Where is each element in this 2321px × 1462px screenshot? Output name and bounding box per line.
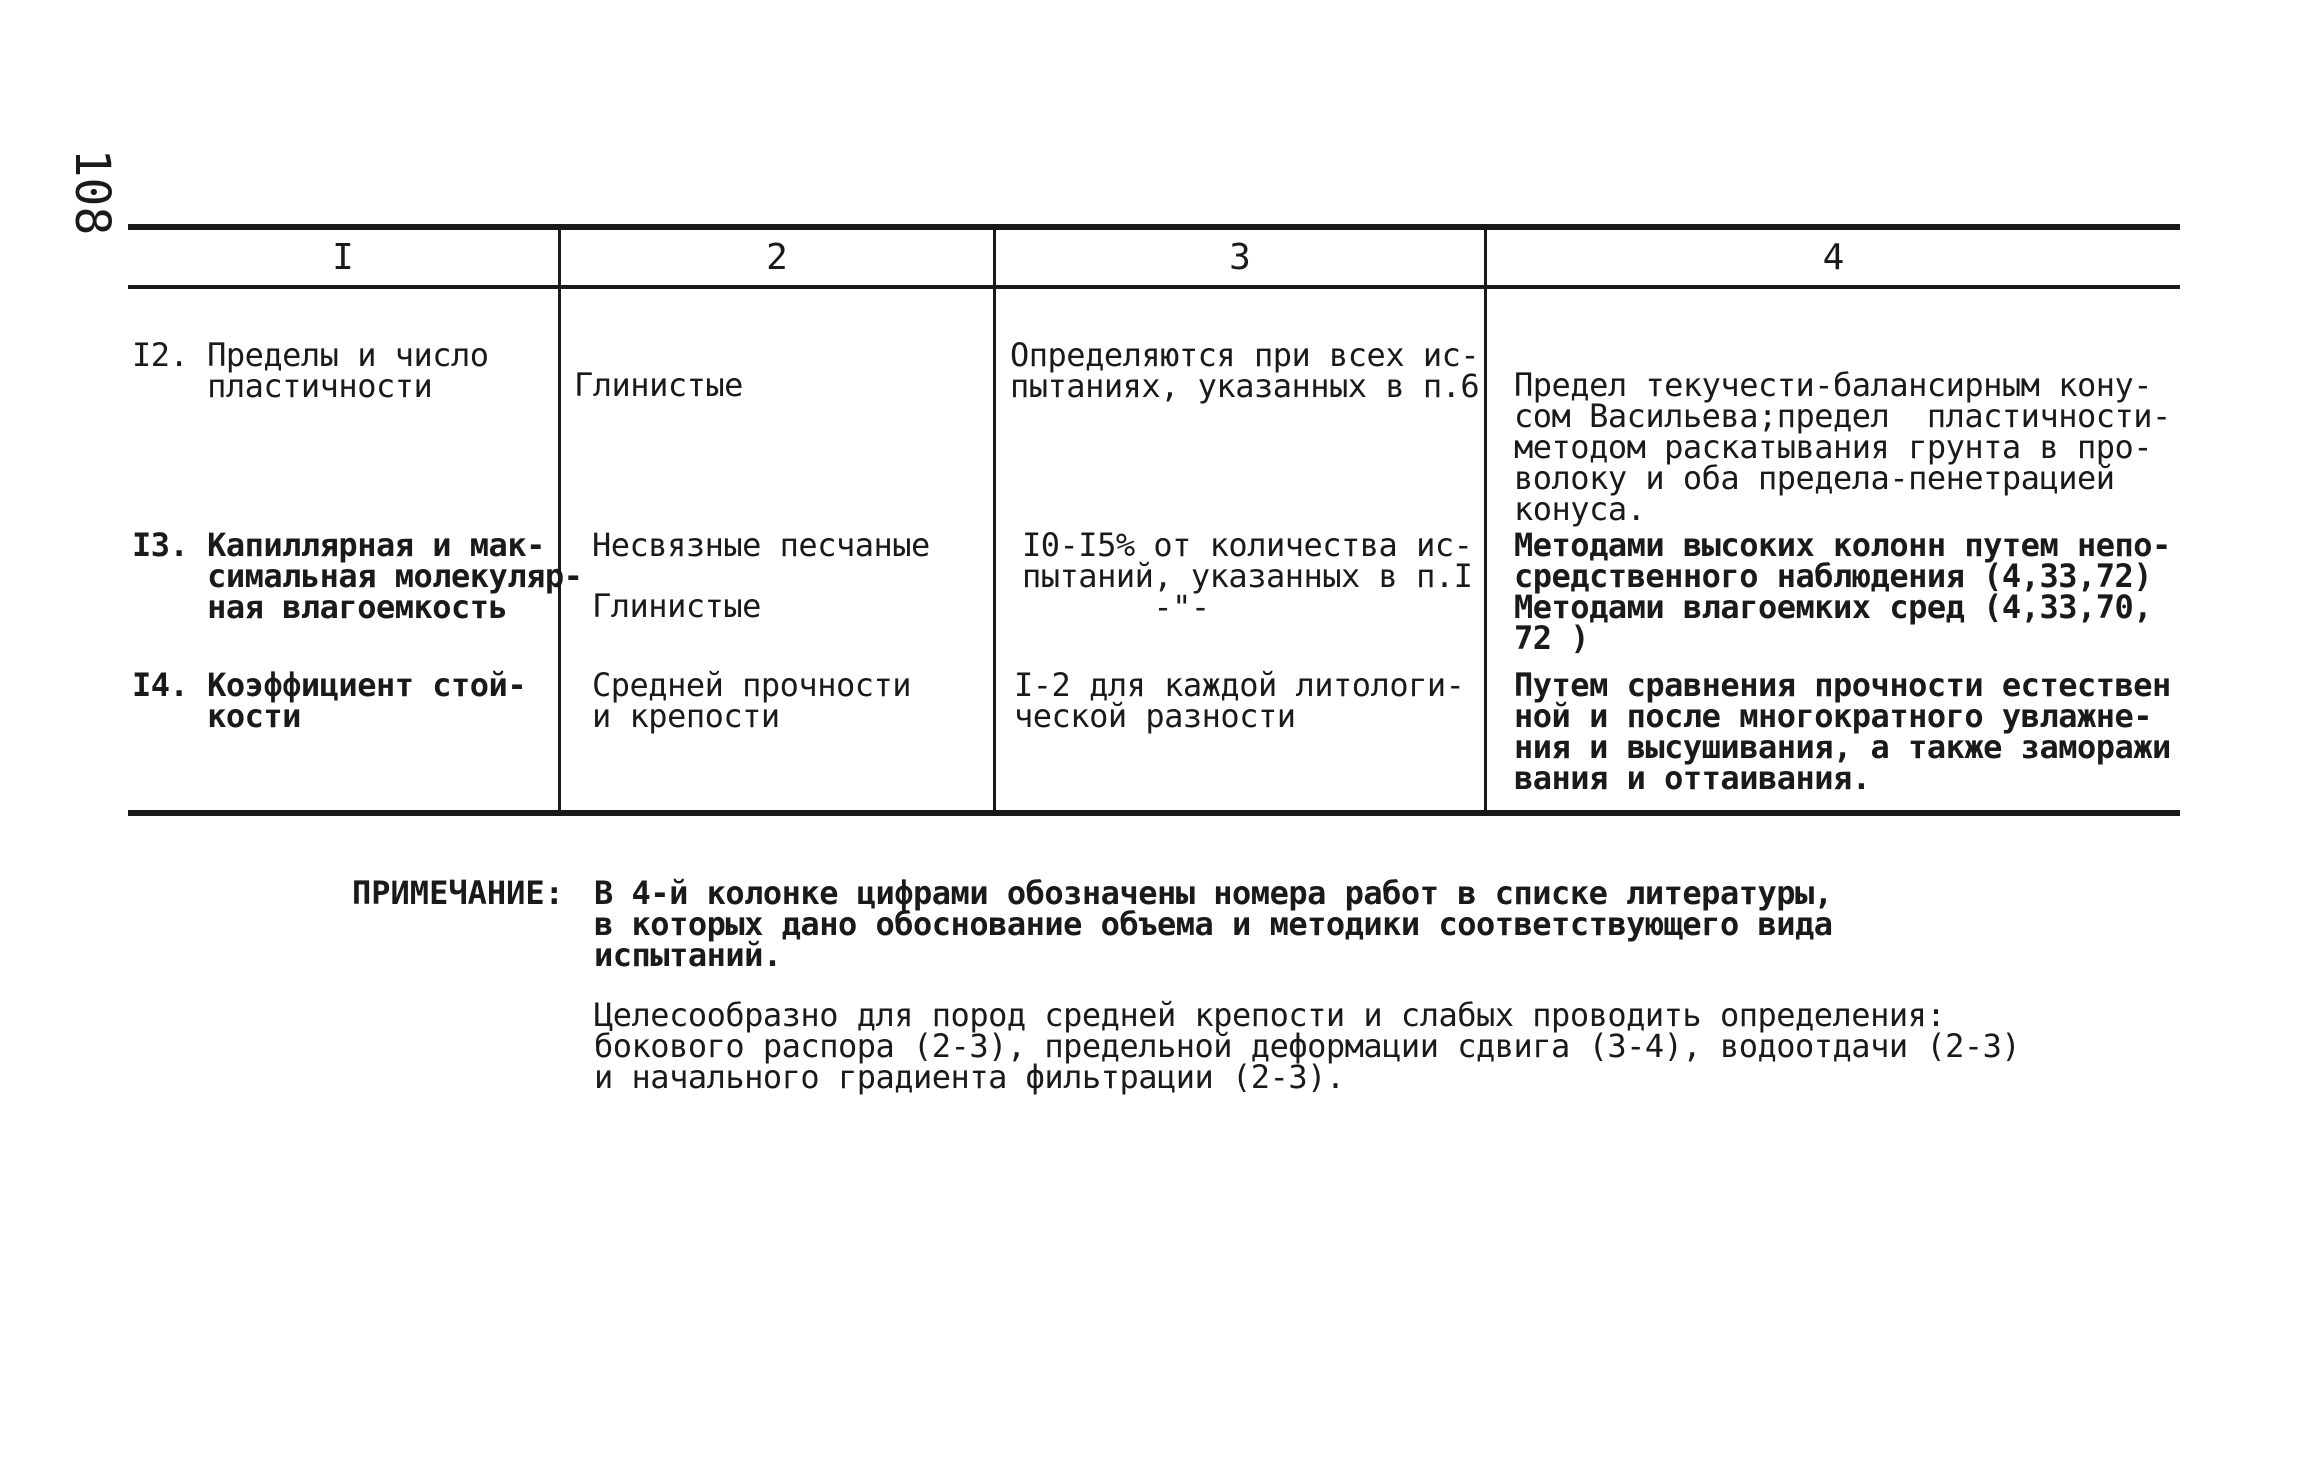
row-12-property: I2. Пределы и число пластичности xyxy=(132,336,489,405)
row-12-method: Предел текучести-балансирным кону- сом Васильева;предел пластичности- методом раскатывания грунта в про- волоку и оба предела-пенетрацией конуса. xyxy=(1514,366,2171,528)
column-header-3: 3 xyxy=(1229,237,1251,278)
column-header-2: 2 xyxy=(766,237,788,278)
row-13-soil-type-sandy: Несвязные песчаные xyxy=(592,526,930,564)
row-13-property: I3. Капиллярная и мак- симальная молекуляр- ная влагоемкость xyxy=(132,526,583,626)
column-divider xyxy=(1484,224,1487,816)
row-13-method: Методами высоких колонн путем непо- средственного наблюдения (4,33,72) Методами влагоемких сред (4,33,70, 72 ) xyxy=(1514,526,2171,657)
table-bottom-rule xyxy=(128,810,2180,816)
row-12-test-volume: Определяются при всех ис- пытаниях, указанных в п.6 xyxy=(1010,336,1480,405)
page-number: 108 xyxy=(64,148,120,236)
column-divider xyxy=(558,224,561,816)
column-header-4: 4 xyxy=(1822,237,1845,278)
column-header-1: I xyxy=(332,237,354,278)
row-14-method: Путем сравнения прочности естествен ной и после многократного увлажне- ния и высушивания, а также заморажи вания и оттаивания. xyxy=(1514,666,2171,797)
table-top-rule xyxy=(128,224,2180,230)
note-paragraph-1: В 4-й колонке цифрами обозначены номера работ в списке литературы, в которых дано обоснование объема и методики соответствующего вида испытаний. xyxy=(594,874,1833,974)
row-14-test-volume: I-2 для каждой литологи- ческой разности xyxy=(1014,666,1465,735)
row-14-property: I4. Коэффициент стой- кости xyxy=(132,666,527,735)
row-14-soil-type: Средней прочности и крепости xyxy=(592,666,912,735)
column-divider xyxy=(993,224,996,816)
row-12-soil-type: Глинистые xyxy=(574,366,743,404)
note-paragraph-2: Целесообразно для пород средней крепости и слабых проводить определения: бокового распора (2-3), предельной деформации сдвига (3-4), водоотдачи (2-3) и начального градиента фильтрации (2-3). xyxy=(594,996,2021,1096)
note-label: ПРИМЕЧАНИЕ: xyxy=(352,874,564,912)
table-header-rule xyxy=(128,285,2180,289)
row-13-soil-type-clay: Глинистые xyxy=(592,587,761,625)
row-13-test-volume: I0-I5% от количества ис- пытаний, указанных в п.I -"- xyxy=(1022,526,1473,626)
